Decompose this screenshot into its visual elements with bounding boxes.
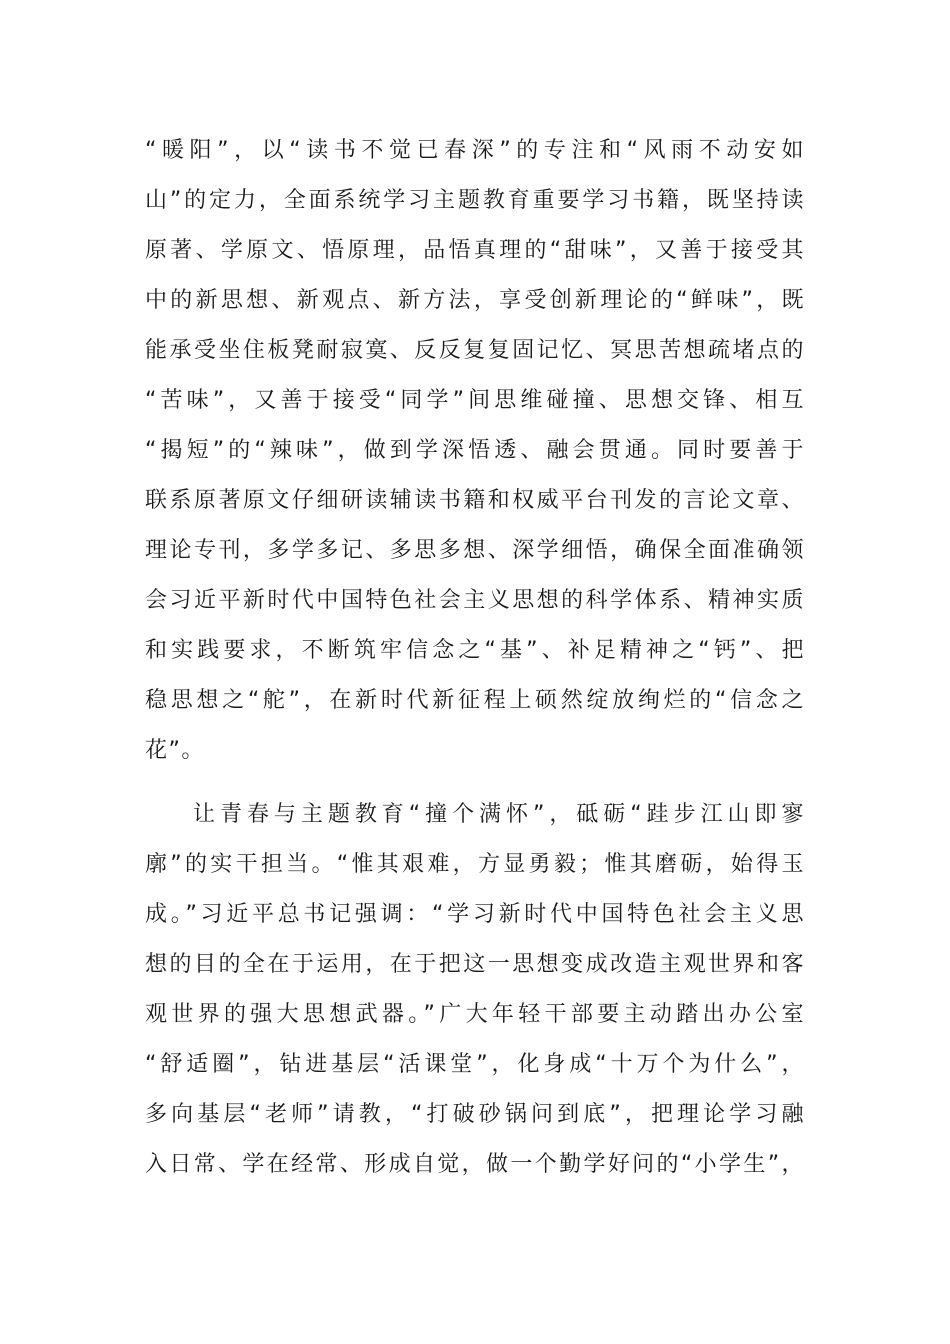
paragraph-1-line-9: 理论专刊，多学多记、多思多想、深学细悟，确保全面准确领 bbox=[145, 538, 805, 563]
paragraph-2-line-4: 想的目的全在于运用，在于把这一思想变成改造主观世界和客 bbox=[145, 952, 805, 977]
paragraph-1-line-7: “揭短”的“辣味”，做到学深悟透、融会贯通。同时要善于 bbox=[145, 438, 805, 463]
paragraph-1-line-3: 原著、学原文、悟原理，品悟真理的“甜味”，又善于接受其 bbox=[145, 238, 805, 263]
paragraph-1-line-2: 山”的定力，全面系统学习主题教育重要学习书籍，既坚持读 bbox=[145, 188, 805, 213]
paragraph-2-line-2: 廓”的实干担当。“惟其艰难，方显勇毅；惟其磨砺，始得玉 bbox=[145, 852, 805, 877]
paragraph-1-line-10: 会习近平新时代中国特色社会主义思想的科学体系、精神实质 bbox=[145, 588, 805, 613]
paragraph-1-line-1: “暖阳”，以“读书不觉已春深”的专注和“风雨不动安如 bbox=[145, 138, 805, 163]
paragraph-1-line-12: 稳思想之“舵”，在新时代新征程上硕然绽放绚烂的“信念之 bbox=[145, 688, 805, 713]
paragraph-1-line-6: “苦味”，又善于接受“同学”间思维碰撞、思想交锋、相互 bbox=[145, 388, 805, 413]
paragraph-1-line-5: 能承受坐住板凳耐寂寞、反反复复固记忆、冥思苦想疏堵点的 bbox=[145, 338, 805, 363]
paragraph-2-line-7: 多向基层“老师”请教，“打破砂锅问到底”，把理论学习融 bbox=[145, 1102, 805, 1127]
paragraph-1-line-8: 联系原著原文仔细研读辅读书籍和权威平台刊发的言论文章、 bbox=[145, 488, 805, 513]
paragraph-2-line-5: 观世界的强大思想武器。”广大年轻干部要主动踏出办公室 bbox=[145, 1002, 805, 1027]
paragraph-1-line-13: 花”。 bbox=[145, 738, 205, 763]
paragraph-1-line-11: 和实践要求，不断筑牢信念之“基”、补足精神之“钙”、把 bbox=[145, 638, 805, 663]
paragraph-2-line-8: 入日常、学在经常、形成自觉，做一个勤学好问的“小学生”， bbox=[145, 1152, 805, 1177]
paragraph-2-line-3: 成。”习近平总书记强调：“学习新时代中国特色社会主义思 bbox=[145, 902, 805, 927]
paragraph-2-line-6: “舒适圈”，钻进基层“活课堂”，化身成“十万个为什么”， bbox=[145, 1052, 805, 1077]
paragraph-1-line-4: 中的新思想、新观点、新方法，享受创新理论的“鲜味”，既 bbox=[145, 288, 805, 313]
paragraph-2-line-1: 让青春与主题教育“撞个满怀”，砥砺“跬步江山即寥 bbox=[193, 802, 805, 827]
